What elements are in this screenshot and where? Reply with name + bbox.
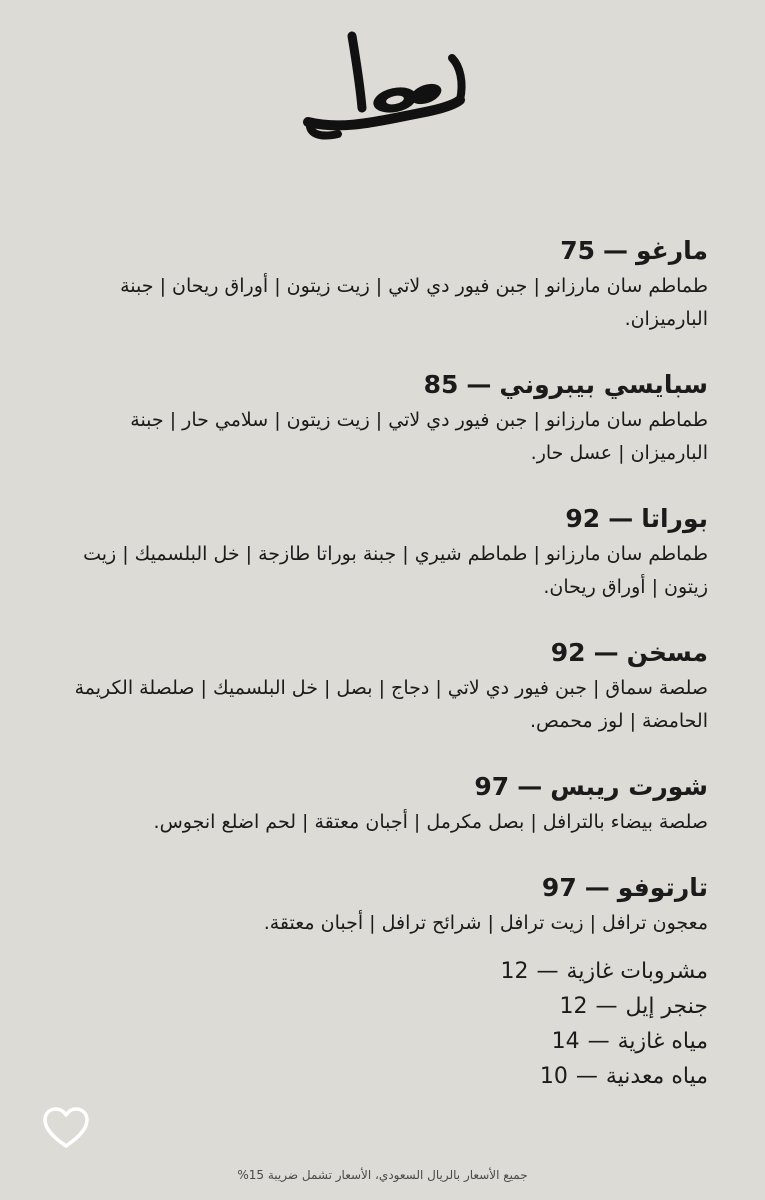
drink-name: جنجر إيل — [625, 994, 708, 1019]
menu-item — [58, 232, 708, 336]
drinks-list — [308, 954, 708, 1094]
menu-item-price: 85 — [423, 370, 459, 399]
menu-item-price: 92 — [565, 504, 601, 533]
drink-item — [308, 1059, 708, 1094]
menu-item-heading — [58, 232, 708, 270]
menu-item-description: صلصة بيضاء بالترافل | بصل مكرمل | أجبان معتقة | لحم اضلع انجوس. — [153, 811, 708, 833]
drink-price: 12 — [500, 959, 529, 984]
brand-logo-icon — [300, 30, 470, 150]
drink-name: مياه غازية — [617, 1029, 708, 1054]
price-dash: — — [584, 873, 610, 902]
menu-item-description: طماطم سان مارزانو | جبن فيور دي لاتي | زيت زيتون | أوراق ريحان | جبنة البارميزان. — [120, 275, 708, 330]
heart-icon[interactable] — [40, 1103, 92, 1155]
drink-item — [308, 954, 708, 989]
drink-item — [308, 989, 708, 1024]
drink-price: 14 — [551, 1029, 580, 1054]
drink-price: 10 — [539, 1064, 568, 1089]
price-dash: — — [608, 504, 634, 533]
menu-item-heading — [58, 634, 708, 672]
menu-item-description: معجون ترافل | زيت ترافل | شرائح ترافل | أجبان معتقة. — [263, 912, 708, 934]
price-dash: — — [593, 638, 619, 667]
price-dash: — — [536, 959, 559, 984]
menu-item — [58, 634, 708, 738]
menu-list — [58, 232, 708, 970]
menu-item-price: 75 — [560, 236, 595, 265]
menu-item — [58, 768, 708, 839]
price-dash: — — [602, 236, 628, 265]
price-dash: — — [517, 772, 543, 801]
tax-note: جميع الأسعار بالريال السعودي، الأسعار تشمل ضريبة 15% — [237, 1168, 528, 1182]
menu-item-heading — [58, 869, 708, 907]
menu-item-name: شورت ريبس — [550, 772, 708, 801]
drink-name: مشروبات غازية — [566, 959, 708, 984]
menu-item-name: تارتوفو — [617, 873, 708, 902]
drink-name: مياه معدنية — [605, 1064, 708, 1089]
menu-item — [58, 500, 708, 604]
menu-item-name: بوراتا — [641, 504, 708, 533]
drink-item — [308, 1024, 708, 1059]
menu-item-heading — [58, 768, 708, 806]
price-dash: — — [466, 370, 492, 399]
menu-item-heading — [58, 500, 708, 538]
menu-item-price: 92 — [550, 638, 586, 667]
menu-item-price: 97 — [541, 873, 577, 902]
menu-item-description: طماطم سان مارزانو | جبن فيور دي لاتي | زيت زيتون | سلامي حار | جبنة البارميزان | عسل حار. — [130, 409, 708, 464]
price-dash: — — [587, 1029, 610, 1054]
menu-item-name: مسخن — [626, 638, 708, 667]
menu-item — [58, 366, 708, 470]
menu-item-name: سبايسي بيبروني — [499, 370, 708, 399]
drink-price: 12 — [559, 994, 588, 1019]
menu-item-name: مارغو — [635, 236, 708, 265]
menu-item-price: 97 — [474, 772, 510, 801]
price-dash: — — [595, 994, 618, 1019]
price-dash: — — [575, 1064, 598, 1089]
menu-item-description: طماطم سان مارزانو | طماطم شيري | جبنة بوراتا طازجة | خل البلسميك | زيت زيتون | أوراق ريحان. — [83, 543, 708, 598]
menu-item-description: صلصة سماق | جبن فيور دي لاتي | دجاج | بصل | خل البلسميك | صلصلة الكريمة الحامضة | لوز محمص. — [74, 677, 708, 732]
menu-item — [58, 869, 708, 940]
menu-item-heading — [58, 366, 708, 404]
